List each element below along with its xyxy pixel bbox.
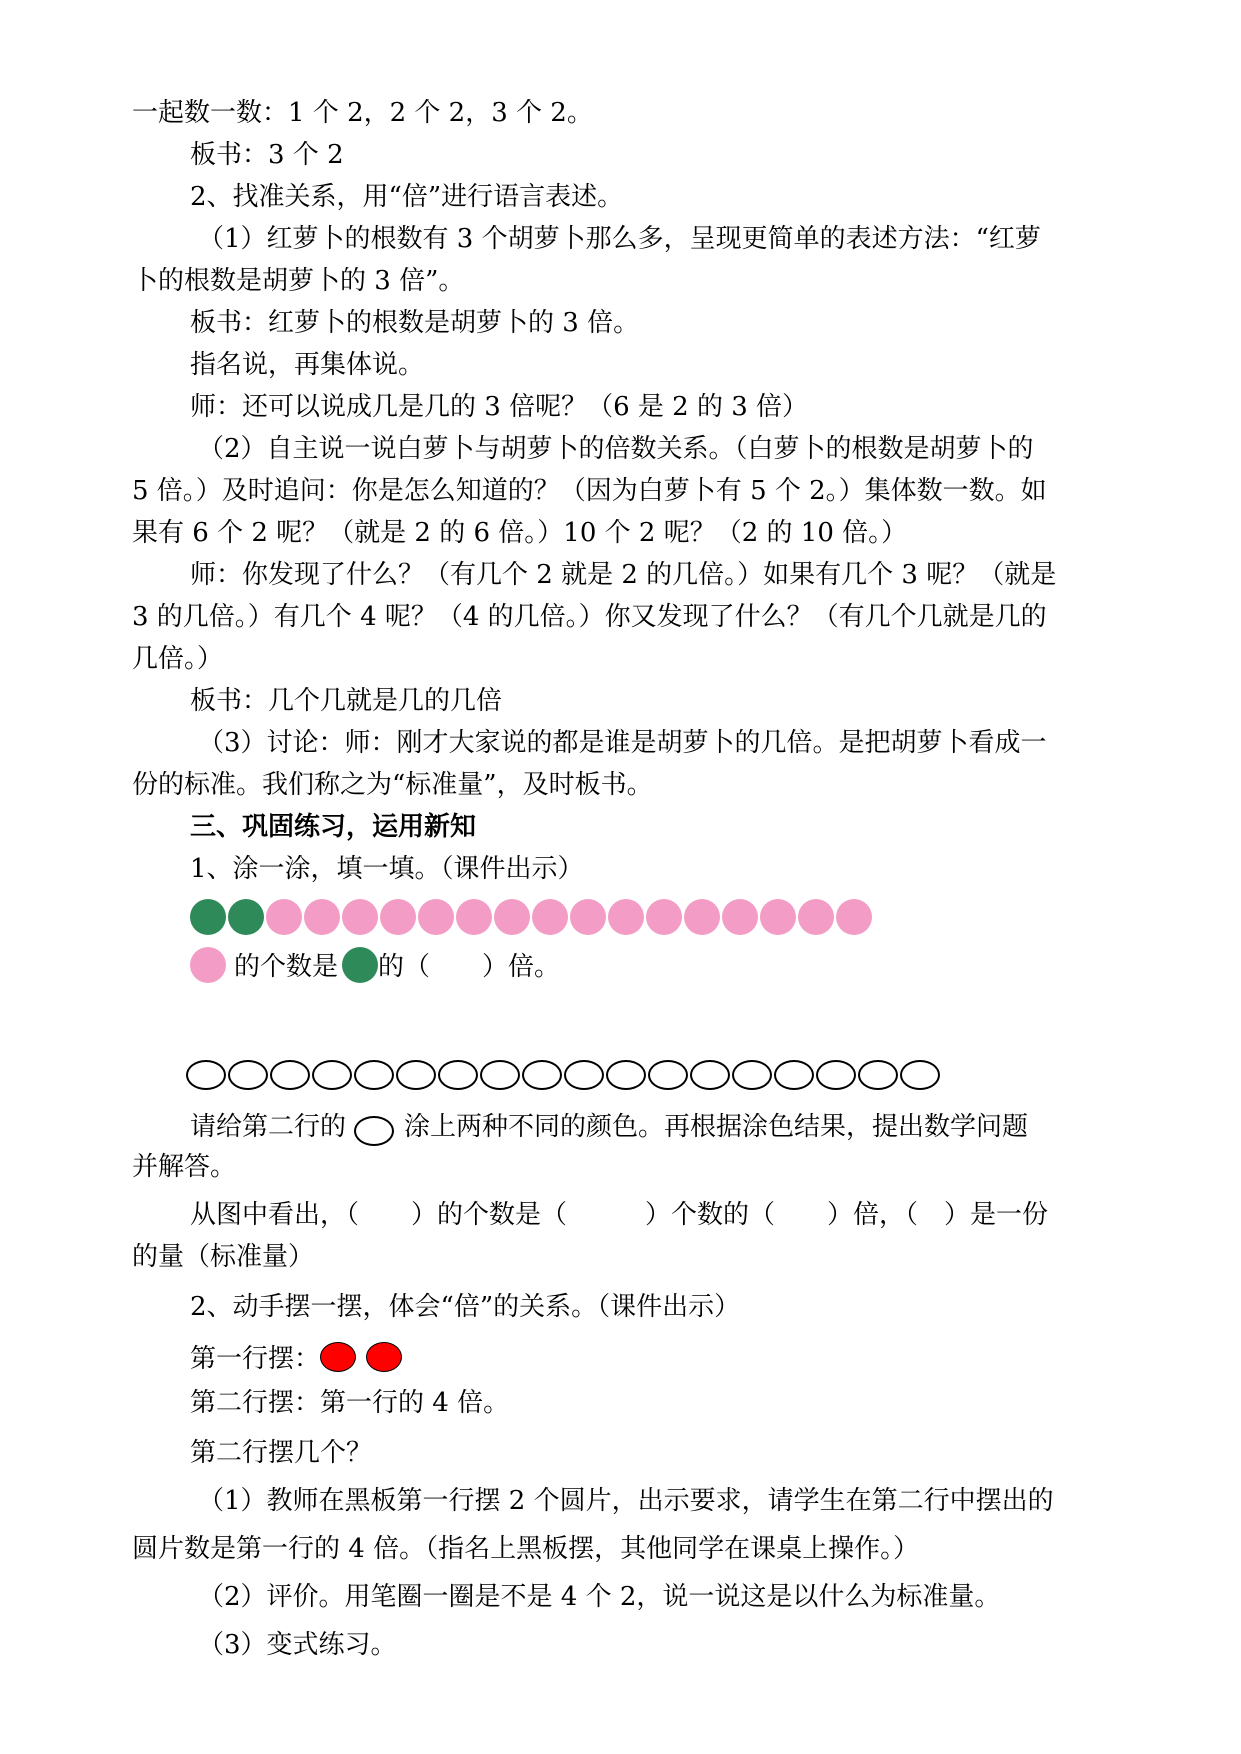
- text-line: 的量（标准量）: [132, 1242, 315, 1272]
- empty-circle-icon: [438, 1060, 478, 1090]
- pink-dot-icon: [760, 899, 796, 935]
- text-line: 份的标准。我们称之为“标准量”，及时板书。: [132, 770, 653, 800]
- empty-circle-icon: [816, 1060, 856, 1090]
- text-line: （2）自主说一说白萝卜与胡萝卜的倍数关系。（白萝卜的根数是胡萝卜的: [198, 434, 1034, 464]
- empty-circle-icon: [186, 1060, 226, 1090]
- text-line: 5 倍。）及时追问：你是怎么知道的？（因为白萝卜有 5 个 2。）集体数一数。如: [132, 476, 1047, 506]
- comparison-line: [190, 946, 560, 983]
- pink-dot-icon: [798, 899, 834, 935]
- text-line: 2、动手摆一摆，体会“倍”的关系。（课件出示）: [190, 1292, 741, 1322]
- empty-circle-icon: [564, 1060, 604, 1090]
- pink-dot-icon: [342, 899, 378, 935]
- empty-circle-icon: [774, 1060, 814, 1090]
- red-dot-row: [320, 1342, 412, 1372]
- text-line: 第二行摆：第一行的 4 倍。: [190, 1388, 510, 1418]
- text-line: 板书：几个几就是几的几倍: [190, 686, 503, 716]
- text-line: （3）变式练习。: [198, 1630, 397, 1660]
- green-dot-icon: [228, 899, 264, 935]
- pink-dot-icon: [532, 899, 568, 935]
- pink-dot-icon: [570, 899, 606, 935]
- pink-dot-icon: [190, 947, 226, 983]
- text-line: 1、涂一涂，填一填。（课件出示）: [190, 854, 584, 884]
- pink-dot-icon: [418, 899, 454, 935]
- text-line: 师：还可以说成几是几的 3 倍呢？（6 是 2 的 3 倍）: [190, 392, 809, 422]
- instruction-line: [190, 1106, 1028, 1143]
- text-line: 3 的几倍。）有几个 4 呢？（4 的几倍。）你又发现了什么？（有几个几就是几的: [132, 602, 1047, 632]
- text-line: 卜的根数是胡萝卜的 3 倍”。: [132, 266, 465, 296]
- text-line: 板书：红萝卜的根数是胡萝卜的 3 倍。: [190, 308, 640, 338]
- first-row-line: [190, 1338, 412, 1375]
- empty-circle-icon: [648, 1060, 688, 1090]
- text-fragment: 涂上两种不同的颜色。再根据涂色结果，提出数学问题: [404, 1112, 1029, 1142]
- text-line: 几倍。）: [132, 644, 224, 674]
- pink-dot-icon: [456, 899, 492, 935]
- text-fragment: 的（ ）倍。: [378, 952, 561, 982]
- empty-circle-icon: [354, 1060, 394, 1090]
- text-fragment: 请给第二行的: [190, 1112, 347, 1142]
- pink-dot-icon: [722, 899, 758, 935]
- empty-circle-icon: [228, 1060, 268, 1090]
- pink-dot-icon: [380, 899, 416, 935]
- empty-circle-icon: [690, 1060, 730, 1090]
- pink-dot-icon: [684, 899, 720, 935]
- empty-circle-icon: [900, 1060, 940, 1090]
- empty-circle-icon: [522, 1060, 562, 1090]
- text-line: （3）讨论：师：刚才大家说的都是谁是胡萝卜的几倍。是把胡萝卜看成一: [198, 728, 1047, 758]
- pink-dot-icon: [836, 899, 872, 935]
- text-line: 一起数一数：1 个 2，2 个 2，3 个 2。: [132, 98, 593, 128]
- text-line: （1）红萝卜的根数有 3 个胡萝卜那么多，呈现更简单的表述方法：“红萝: [198, 224, 1041, 254]
- empty-circle-icon: [396, 1060, 436, 1090]
- empty-circle-icon: [312, 1060, 352, 1090]
- red-disc-icon: [366, 1342, 402, 1372]
- text-fragment: 第一行摆：: [190, 1344, 321, 1374]
- pink-dot-icon: [608, 899, 644, 935]
- empty-circle-icon: [270, 1060, 310, 1090]
- text-line: 第二行摆几个？: [190, 1438, 373, 1468]
- text-line: 板书：3 个 2: [190, 140, 344, 170]
- text-line: （2）评价。用笔圈一圈是不是 4 个 2，说一说这是以什么为标准量。: [198, 1582, 1001, 1612]
- pink-dot-icon: [494, 899, 530, 935]
- empty-circle-icon: [354, 1116, 394, 1146]
- empty-circle-icon: [480, 1060, 520, 1090]
- text-line: （1）教师在黑板第一行摆 2 个圆片，出示要求，请学生在第二行中摆出的: [198, 1486, 1054, 1516]
- colored-dot-row: [190, 899, 874, 935]
- empty-circle-icon: [606, 1060, 646, 1090]
- text-line: 圆片数是第一行的 4 倍。（指名上黑板摆，其他同学在课桌上操作。）: [132, 1534, 920, 1564]
- text-line: 果有 6 个 2 呢？（就是 2 的 6 倍。）10 个 2 呢？（2 的 10 倍。）: [132, 518, 908, 548]
- green-dot-icon: [342, 947, 378, 983]
- pink-dot-icon: [646, 899, 682, 935]
- text-fragment: 的个数是: [234, 952, 339, 982]
- green-dot-icon: [190, 899, 226, 935]
- empty-circle-icon: [858, 1060, 898, 1090]
- text-line: 并解答。: [132, 1152, 237, 1182]
- text-line: 2、找准关系，用“倍”进行语言表述。: [190, 182, 624, 212]
- pink-dot-icon: [304, 899, 340, 935]
- section-heading: 三、巩固练习，运用新知: [190, 812, 477, 842]
- text-line: 师：你发现了什么？（有几个 2 就是 2 的几倍。）如果有几个 3 呢？（就是: [190, 560, 1057, 590]
- red-disc-icon: [320, 1342, 356, 1372]
- text-line: 从图中看出，（ ）的个数是（ ）个数的（ ）倍，（ ）是一份: [190, 1200, 1049, 1230]
- text-line: 指名说，再集体说。: [190, 350, 425, 380]
- empty-circle-row: [186, 1060, 942, 1090]
- pink-dot-icon: [266, 899, 302, 935]
- empty-circle-icon: [732, 1060, 772, 1090]
